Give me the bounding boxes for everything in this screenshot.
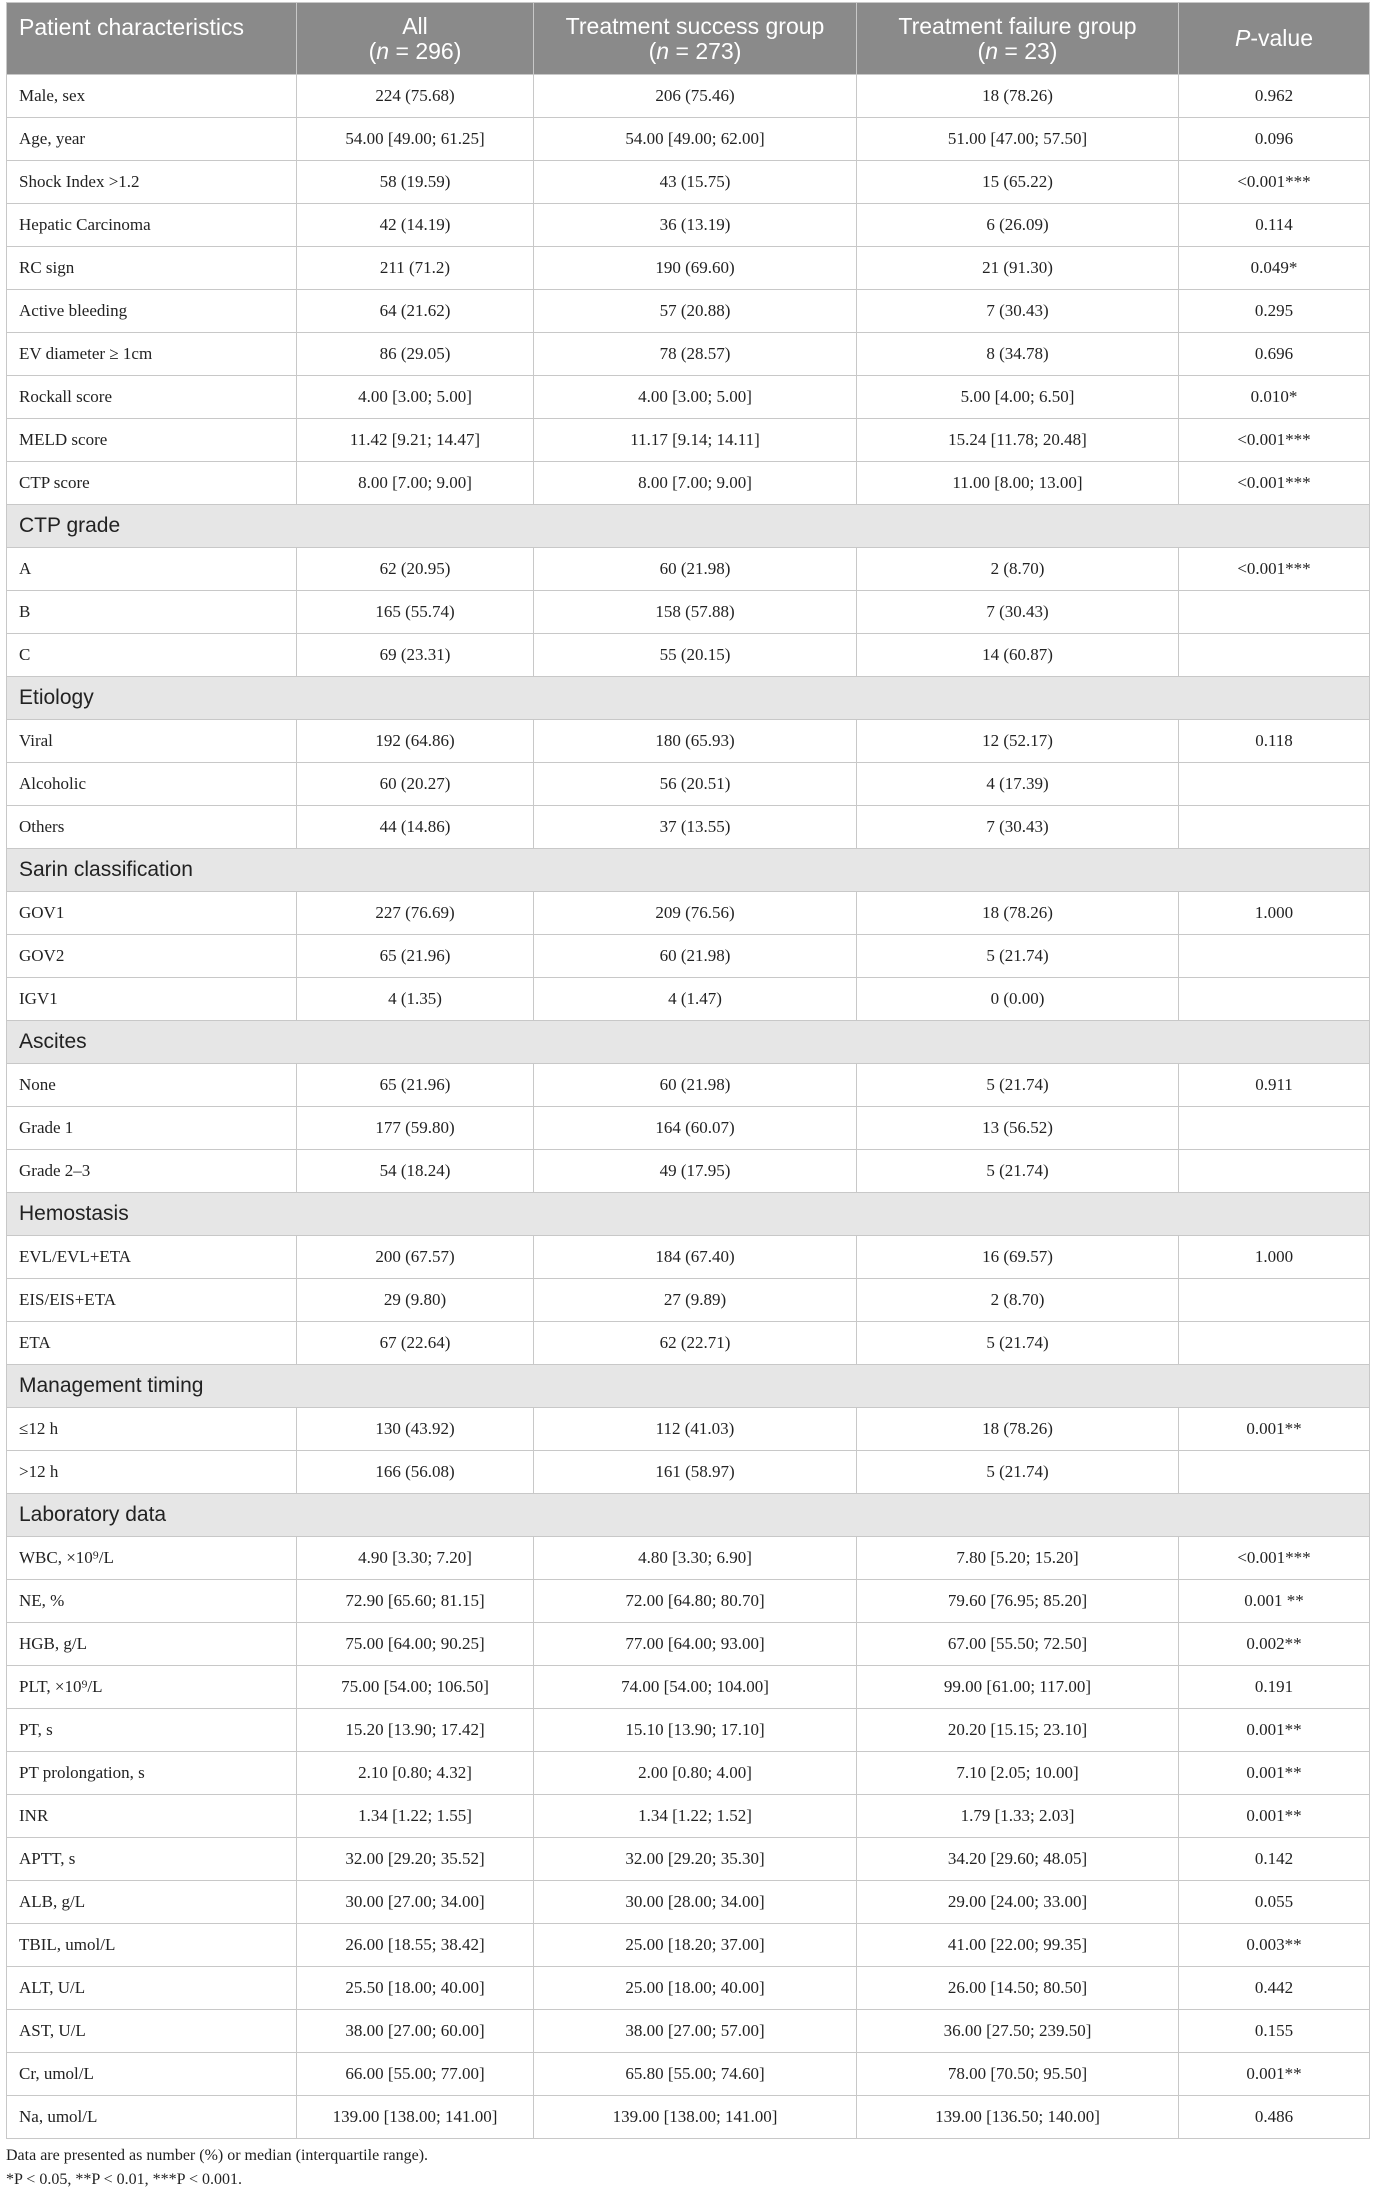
section-row <box>7 1365 1370 1408</box>
cell-all: 25.50 [18.00; 40.00] <box>297 1967 534 2010</box>
cell-all: 66.00 [55.00; 77.00] <box>297 2053 534 2096</box>
cell-failure: 29.00 [24.00; 33.00] <box>857 1881 1179 1924</box>
cell-success: 1.34 [1.22; 1.52] <box>534 1795 857 1838</box>
cell-success: 62 (22.71) <box>534 1322 857 1365</box>
row-label: RC sign <box>7 247 297 290</box>
table-row <box>7 1279 1370 1322</box>
header-patient-characteristics: Patient characteristics <box>7 3 297 75</box>
cell-success: 184 (67.40) <box>534 1236 857 1279</box>
table-row <box>7 1322 1370 1365</box>
cell-success: 164 (60.07) <box>534 1107 857 1150</box>
row-label: Age, year <box>7 118 297 161</box>
cell-all: 38.00 [27.00; 60.00] <box>297 2010 534 2053</box>
cell-failure: 5 (21.74) <box>857 1451 1179 1494</box>
cell-success: 38.00 [27.00; 57.00] <box>534 2010 857 2053</box>
cell-success: 36 (13.19) <box>534 204 857 247</box>
cell-success: 60 (21.98) <box>534 1064 857 1107</box>
cell-all: 69 (23.31) <box>297 634 534 677</box>
row-label: Others <box>7 806 297 849</box>
cell-all: 15.20 [13.90; 17.42] <box>297 1709 534 1752</box>
table-row <box>7 1150 1370 1193</box>
cell-failure: 13 (56.52) <box>857 1107 1179 1150</box>
cell-success: 8.00 [7.00; 9.00] <box>534 462 857 505</box>
cell-all: 165 (55.74) <box>297 591 534 634</box>
cell-all: 67 (22.64) <box>297 1322 534 1365</box>
cell-failure: 67.00 [55.50; 72.50] <box>857 1623 1179 1666</box>
cell-failure: 18 (78.26) <box>857 75 1179 118</box>
row-label: Alcoholic <box>7 763 297 806</box>
cell-failure: 79.60 [76.95; 85.20] <box>857 1580 1179 1623</box>
section-row <box>7 1193 1370 1236</box>
cell-p-value: <0.001*** <box>1179 1537 1370 1580</box>
cell-all: 8.00 [7.00; 9.00] <box>297 462 534 505</box>
cell-failure: 5 (21.74) <box>857 1150 1179 1193</box>
cell-p-value: <0.001*** <box>1179 548 1370 591</box>
header-all-label: All <box>402 12 428 39</box>
section-heading: Management timing <box>7 1365 1370 1408</box>
table-row <box>7 1451 1370 1494</box>
table-row <box>7 1967 1370 2010</box>
table-header <box>7 3 1370 75</box>
section-heading: Sarin classification <box>7 849 1370 892</box>
cell-all: 30.00 [27.00; 34.00] <box>297 1881 534 1924</box>
cell-all: 58 (19.59) <box>297 161 534 204</box>
header-all <box>297 3 534 75</box>
cell-failure: 6 (26.09) <box>857 204 1179 247</box>
cell-p-value: 0.055 <box>1179 1881 1370 1924</box>
cell-p-value: 0.962 <box>1179 75 1370 118</box>
note-data-presentation: Data are presented as number (%) or median (interquartile range). <box>6 2147 429 2164</box>
row-label: WBC, ×10⁹/L <box>7 1537 297 1580</box>
row-label: None <box>7 1064 297 1107</box>
row-label: HGB, g/L <box>7 1623 297 1666</box>
cell-success: 4.80 [3.30; 6.90] <box>534 1537 857 1580</box>
cell-p-value: 0.049* <box>1179 247 1370 290</box>
cell-success: 11.17 [9.14; 14.11] <box>534 419 857 462</box>
cell-p-value <box>1179 978 1370 1021</box>
row-label: EIS/EIS+ETA <box>7 1279 297 1322</box>
cell-all: 72.90 [65.60; 81.15] <box>297 1580 534 1623</box>
cell-success: 30.00 [28.00; 34.00] <box>534 1881 857 1924</box>
header-failure-label: Treatment failure group <box>898 12 1137 39</box>
cell-success: 161 (58.97) <box>534 1451 857 1494</box>
cell-success: 158 (57.88) <box>534 591 857 634</box>
table-row <box>7 1838 1370 1881</box>
table-row <box>7 247 1370 290</box>
cell-all: 192 (64.86) <box>297 720 534 763</box>
table-row <box>7 763 1370 806</box>
cell-failure: 15.24 [11.78; 20.48] <box>857 419 1179 462</box>
cell-success: 112 (41.03) <box>534 1408 857 1451</box>
row-label: ETA <box>7 1322 297 1365</box>
row-label: Grade 1 <box>7 1107 297 1150</box>
cell-all: 32.00 [29.20; 35.52] <box>297 1838 534 1881</box>
cell-p-value: 0.191 <box>1179 1666 1370 1709</box>
cell-p-value <box>1179 935 1370 978</box>
cell-p-value: 0.001 ** <box>1179 1580 1370 1623</box>
table-row <box>7 2010 1370 2053</box>
table-row <box>7 634 1370 677</box>
cell-p-value: 0.114 <box>1179 204 1370 247</box>
cell-failure: 14 (60.87) <box>857 634 1179 677</box>
cell-p-value: 1.000 <box>1179 1236 1370 1279</box>
cell-failure: 26.00 [14.50; 80.50] <box>857 1967 1179 2010</box>
header-row <box>7 3 1370 75</box>
row-label: B <box>7 591 297 634</box>
header-success-n-value: 273 <box>695 37 734 64</box>
cell-success: 65.80 [55.00; 74.60] <box>534 2053 857 2096</box>
cell-failure: 7 (30.43) <box>857 806 1179 849</box>
cell-all: 64 (21.62) <box>297 290 534 333</box>
row-label: C <box>7 634 297 677</box>
cell-p-value: 0.486 <box>1179 2096 1370 2139</box>
row-label: INR <box>7 1795 297 1838</box>
cell-failure: 99.00 [61.00; 117.00] <box>857 1666 1179 1709</box>
table-row <box>7 978 1370 1021</box>
cell-all: 4.00 [3.00; 5.00] <box>297 376 534 419</box>
cell-failure: 4 (17.39) <box>857 763 1179 806</box>
cell-all: 75.00 [64.00; 90.25] <box>297 1623 534 1666</box>
section-heading: Ascites <box>7 1021 1370 1064</box>
row-label: EV diameter ≥ 1cm <box>7 333 297 376</box>
row-label: PLT, ×10⁹/L <box>7 1666 297 1709</box>
header-all-n-value: 296 <box>415 37 454 64</box>
row-label: AST, U/L <box>7 2010 297 2053</box>
section-heading: Hemostasis <box>7 1193 1370 1236</box>
cell-failure: 18 (78.26) <box>857 1408 1179 1451</box>
cell-p-value: 0.002** <box>1179 1623 1370 1666</box>
cell-all: 54.00 [49.00; 61.25] <box>297 118 534 161</box>
cell-p-value <box>1179 806 1370 849</box>
cell-all: 26.00 [18.55; 38.42] <box>297 1924 534 1967</box>
cell-failure: 7 (30.43) <box>857 591 1179 634</box>
cell-p-value: 0.295 <box>1179 290 1370 333</box>
cell-p-value: 0.696 <box>1179 333 1370 376</box>
cell-all: 65 (21.96) <box>297 1064 534 1107</box>
table-row <box>7 2096 1370 2139</box>
cell-failure: 5 (21.74) <box>857 935 1179 978</box>
cell-success: 15.10 [13.90; 17.10] <box>534 1709 857 1752</box>
cell-p-value <box>1179 634 1370 677</box>
table-row <box>7 1107 1370 1150</box>
table-row <box>7 1408 1370 1451</box>
cell-success: 60 (21.98) <box>534 935 857 978</box>
section-heading: Etiology <box>7 677 1370 720</box>
row-label: APTT, s <box>7 1838 297 1881</box>
row-label: A <box>7 548 297 591</box>
cell-success: 43 (15.75) <box>534 161 857 204</box>
cell-all: 139.00 [138.00; 141.00] <box>297 2096 534 2139</box>
row-label: Active bleeding <box>7 290 297 333</box>
cell-success: 56 (20.51) <box>534 763 857 806</box>
cell-p-value: 0.142 <box>1179 1838 1370 1881</box>
table-row <box>7 204 1370 247</box>
cell-failure: 20.20 [15.15; 23.10] <box>857 1709 1179 1752</box>
cell-failure: 8 (34.78) <box>857 333 1179 376</box>
cell-all: 65 (21.96) <box>297 935 534 978</box>
row-label: ALB, g/L <box>7 1881 297 1924</box>
header-success-n: (n = 273) <box>648 37 742 64</box>
cell-failure: 1.79 [1.33; 2.03] <box>857 1795 1179 1838</box>
row-label: Shock Index >1.2 <box>7 161 297 204</box>
header-success <box>534 3 857 75</box>
section-heading: Laboratory data <box>7 1494 1370 1537</box>
cell-success: 60 (21.98) <box>534 548 857 591</box>
header-p-italic: P <box>1235 25 1251 51</box>
cell-all: 1.34 [1.22; 1.55] <box>297 1795 534 1838</box>
cell-success: 72.00 [64.80; 80.70] <box>534 1580 857 1623</box>
cell-success: 4 (1.47) <box>534 978 857 1021</box>
cell-p-value: 0.001** <box>1179 1709 1370 1752</box>
cell-p-value: 0.001** <box>1179 1752 1370 1795</box>
table-row <box>7 1881 1370 1924</box>
row-label: >12 h <box>7 1451 297 1494</box>
table-row <box>7 376 1370 419</box>
cell-success: 74.00 [54.00; 104.00] <box>534 1666 857 1709</box>
table-row <box>7 591 1370 634</box>
table-row <box>7 1064 1370 1107</box>
cell-failure: 51.00 [47.00; 57.50] <box>857 118 1179 161</box>
cell-all: 11.42 [9.21; 14.47] <box>297 419 534 462</box>
cell-p-value: <0.001*** <box>1179 161 1370 204</box>
cell-failure: 7 (30.43) <box>857 290 1179 333</box>
cell-success: 27 (9.89) <box>534 1279 857 1322</box>
table-row <box>7 333 1370 376</box>
row-label: Viral <box>7 720 297 763</box>
cell-all: 227 (76.69) <box>297 892 534 935</box>
header-p-value <box>1179 3 1370 75</box>
cell-failure: 5.00 [4.00; 6.50] <box>857 376 1179 419</box>
cell-p-value: 0.118 <box>1179 720 1370 763</box>
cell-all: 86 (29.05) <box>297 333 534 376</box>
cell-p-value: <0.001*** <box>1179 462 1370 505</box>
cell-all: 224 (75.68) <box>297 75 534 118</box>
table-row <box>7 2053 1370 2096</box>
table-row <box>7 1580 1370 1623</box>
cell-all: 4.90 [3.30; 7.20] <box>297 1537 534 1580</box>
cell-failure: 2 (8.70) <box>857 548 1179 591</box>
patient-characteristics-table <box>6 2 1370 2139</box>
cell-failure: 41.00 [22.00; 99.35] <box>857 1924 1179 1967</box>
cell-all: 44 (14.86) <box>297 806 534 849</box>
cell-all: 54 (18.24) <box>297 1150 534 1193</box>
cell-failure: 78.00 [70.50; 95.50] <box>857 2053 1179 2096</box>
cell-all: 2.10 [0.80; 4.32] <box>297 1752 534 1795</box>
cell-p-value <box>1179 591 1370 634</box>
table-row <box>7 548 1370 591</box>
section-row <box>7 505 1370 548</box>
cell-p-value: 0.096 <box>1179 118 1370 161</box>
cell-failure: 0 (0.00) <box>857 978 1179 1021</box>
table-row <box>7 935 1370 978</box>
cell-success: 49 (17.95) <box>534 1150 857 1193</box>
cell-failure: 11.00 [8.00; 13.00] <box>857 462 1179 505</box>
cell-p-value <box>1179 1322 1370 1365</box>
cell-success: 55 (20.15) <box>534 634 857 677</box>
row-label: Cr, umol/L <box>7 2053 297 2096</box>
table-row <box>7 419 1370 462</box>
cell-failure: 18 (78.26) <box>857 892 1179 935</box>
cell-failure: 5 (21.74) <box>857 1322 1179 1365</box>
cell-p-value: 0.010* <box>1179 376 1370 419</box>
section-heading: CTP grade <box>7 505 1370 548</box>
row-label: CTP score <box>7 462 297 505</box>
table-row <box>7 1537 1370 1580</box>
cell-success: 139.00 [138.00; 141.00] <box>534 2096 857 2139</box>
cell-failure: 21 (91.30) <box>857 247 1179 290</box>
row-label: Grade 2–3 <box>7 1150 297 1193</box>
row-label: EVL/EVL+ETA <box>7 1236 297 1279</box>
cell-p-value <box>1179 1107 1370 1150</box>
row-label: Hepatic Carcinoma <box>7 204 297 247</box>
table-row <box>7 75 1370 118</box>
table-notes <box>6 2144 428 2192</box>
cell-all: 166 (56.08) <box>297 1451 534 1494</box>
header-p-rest: -value <box>1250 25 1313 51</box>
section-row <box>7 1021 1370 1064</box>
table-row <box>7 118 1370 161</box>
cell-p-value: 0.001** <box>1179 2053 1370 2096</box>
cell-success: 180 (65.93) <box>534 720 857 763</box>
cell-all: 130 (43.92) <box>297 1408 534 1451</box>
table-body <box>7 75 1370 2139</box>
cell-all: 60 (20.27) <box>297 763 534 806</box>
header-success-label: Treatment success group <box>565 12 825 39</box>
cell-p-value: <0.001*** <box>1179 419 1370 462</box>
cell-success: 78 (28.57) <box>534 333 857 376</box>
cell-failure: 139.00 [136.50; 140.00] <box>857 2096 1179 2139</box>
cell-all: 42 (14.19) <box>297 204 534 247</box>
cell-failure: 12 (52.17) <box>857 720 1179 763</box>
cell-success: 57 (20.88) <box>534 290 857 333</box>
cell-failure: 2 (8.70) <box>857 1279 1179 1322</box>
cell-p-value: 0.442 <box>1179 1967 1370 2010</box>
cell-success: 25.00 [18.20; 37.00] <box>534 1924 857 1967</box>
cell-success: 37 (13.55) <box>534 806 857 849</box>
cell-all: 62 (20.95) <box>297 548 534 591</box>
section-row <box>7 677 1370 720</box>
row-label: ALT, U/L <box>7 1967 297 2010</box>
cell-failure: 5 (21.74) <box>857 1064 1179 1107</box>
header-failure <box>857 3 1179 75</box>
table-row <box>7 1924 1370 1967</box>
row-label: NE, % <box>7 1580 297 1623</box>
header-failure-n-value: 23 <box>1024 37 1050 64</box>
cell-p-value: 1.000 <box>1179 892 1370 935</box>
table-row <box>7 1623 1370 1666</box>
cell-all: 75.00 [54.00; 106.50] <box>297 1666 534 1709</box>
cell-failure: 7.80 [5.20; 15.20] <box>857 1537 1179 1580</box>
row-label: GOV1 <box>7 892 297 935</box>
table-row <box>7 290 1370 333</box>
cell-success: 32.00 [29.20; 35.30] <box>534 1838 857 1881</box>
cell-success: 4.00 [3.00; 5.00] <box>534 376 857 419</box>
cell-success: 2.00 [0.80; 4.00] <box>534 1752 857 1795</box>
cell-all: 211 (71.2) <box>297 247 534 290</box>
cell-p-value: 0.003** <box>1179 1924 1370 1967</box>
table-row <box>7 1709 1370 1752</box>
header-all-n: (n = 296) <box>368 37 462 64</box>
cell-p-value <box>1179 1150 1370 1193</box>
cell-p-value: 0.001** <box>1179 1408 1370 1451</box>
row-label: PT, s <box>7 1709 297 1752</box>
cell-p-value <box>1179 763 1370 806</box>
cell-failure: 36.00 [27.50; 239.50] <box>857 2010 1179 2053</box>
row-label: IGV1 <box>7 978 297 1021</box>
row-label: TBIL, umol/L <box>7 1924 297 1967</box>
section-row <box>7 849 1370 892</box>
note-significance: *P < 0.05, **P < 0.01, ***P < 0.001. <box>6 2171 242 2188</box>
table-row <box>7 1236 1370 1279</box>
cell-success: 25.00 [18.00; 40.00] <box>534 1967 857 2010</box>
cell-success: 209 (76.56) <box>534 892 857 935</box>
header-failure-n: (n = 23) <box>977 37 1058 64</box>
cell-success: 54.00 [49.00; 62.00] <box>534 118 857 161</box>
cell-p-value: 0.001** <box>1179 1795 1370 1838</box>
table-row <box>7 1752 1370 1795</box>
cell-p-value <box>1179 1279 1370 1322</box>
row-label: ≤12 h <box>7 1408 297 1451</box>
cell-all: 29 (9.80) <box>297 1279 534 1322</box>
cell-all: 177 (59.80) <box>297 1107 534 1150</box>
row-label: Rockall score <box>7 376 297 419</box>
table-row <box>7 1795 1370 1838</box>
cell-success: 190 (69.60) <box>534 247 857 290</box>
row-label: MELD score <box>7 419 297 462</box>
row-label: PT prolongation, s <box>7 1752 297 1795</box>
table-row <box>7 892 1370 935</box>
table-row <box>7 806 1370 849</box>
cell-failure: 16 (69.57) <box>857 1236 1179 1279</box>
row-label: Na, umol/L <box>7 2096 297 2139</box>
table-row <box>7 720 1370 763</box>
cell-success: 77.00 [64.00; 93.00] <box>534 1623 857 1666</box>
cell-failure: 15 (65.22) <box>857 161 1179 204</box>
cell-p-value: 0.155 <box>1179 2010 1370 2053</box>
cell-p-value <box>1179 1451 1370 1494</box>
table-row <box>7 161 1370 204</box>
section-row <box>7 1494 1370 1537</box>
cell-all: 4 (1.35) <box>297 978 534 1021</box>
row-label: Male, sex <box>7 75 297 118</box>
cell-p-value: 0.911 <box>1179 1064 1370 1107</box>
row-label: GOV2 <box>7 935 297 978</box>
cell-all: 200 (67.57) <box>297 1236 534 1279</box>
cell-success: 206 (75.46) <box>534 75 857 118</box>
cell-failure: 7.10 [2.05; 10.00] <box>857 1752 1179 1795</box>
cell-failure: 34.20 [29.60; 48.05] <box>857 1838 1179 1881</box>
table-row <box>7 462 1370 505</box>
table-row <box>7 1666 1370 1709</box>
